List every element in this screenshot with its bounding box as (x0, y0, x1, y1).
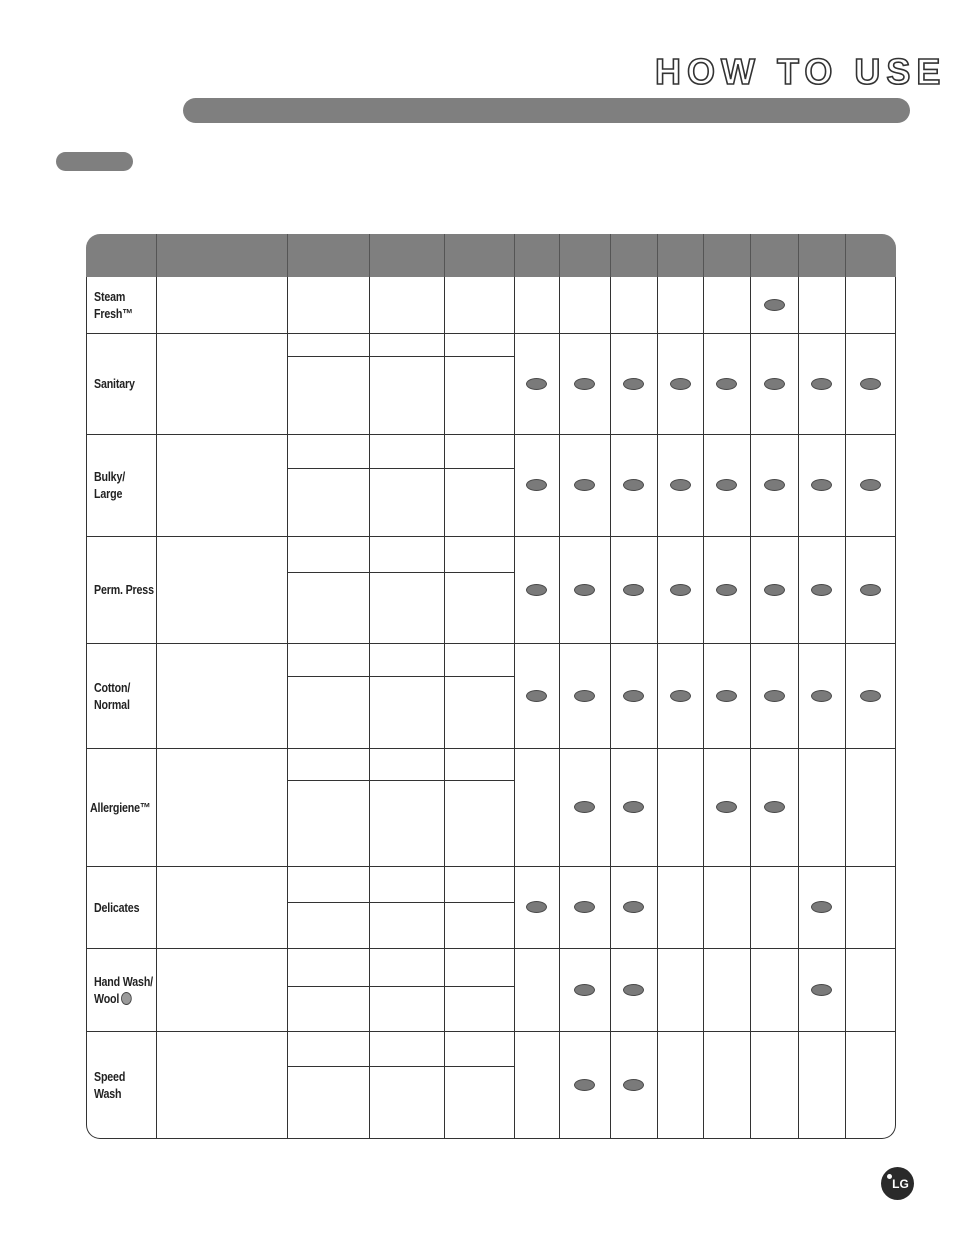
indicator-dot (716, 378, 737, 390)
indicator-dot (811, 479, 832, 491)
indicator-dot (623, 690, 644, 702)
col-divider (156, 277, 157, 1139)
lg-logo-icon (881, 1167, 914, 1200)
row-divider (86, 748, 896, 749)
header-col-divider (703, 234, 704, 277)
header-col-divider (559, 234, 560, 277)
indicator-dot (860, 378, 881, 390)
row-divider (86, 333, 896, 334)
indicator-dot (526, 901, 547, 913)
indicator-dot (764, 299, 785, 311)
col-divider (369, 277, 370, 1139)
cycle-name: Bulky/ Large (94, 469, 126, 501)
indicator-dot (623, 984, 644, 996)
indicator-dot (623, 584, 644, 596)
indicator-dot (860, 690, 881, 702)
subrow-divider (287, 356, 514, 357)
col-divider (750, 277, 751, 1139)
col-divider (610, 277, 611, 1139)
cycle-name: Sanitary (94, 376, 135, 391)
subrow-divider (287, 986, 514, 987)
indicator-dot (670, 378, 691, 390)
header-col-divider (444, 234, 445, 277)
col-divider (444, 277, 445, 1139)
header-col-divider (156, 234, 157, 277)
subrow-divider (287, 676, 514, 677)
indicator-dot (811, 901, 832, 913)
indicator-dot (574, 984, 595, 996)
wool-icon (121, 992, 132, 1005)
table-header (86, 234, 896, 277)
row-divider (86, 1031, 896, 1032)
header-col-divider (750, 234, 751, 277)
indicator-dot (811, 378, 832, 390)
col-divider (514, 277, 515, 1139)
col-divider (287, 277, 288, 1139)
indicator-dot (716, 584, 737, 596)
header-col-divider (287, 234, 288, 277)
subrow-divider (287, 1066, 514, 1067)
subrow-divider (287, 572, 514, 573)
indicator-dot (574, 901, 595, 913)
row-divider (86, 643, 896, 644)
indicator-dot (574, 479, 595, 491)
indicator-dot (811, 690, 832, 702)
indicator-dot (623, 378, 644, 390)
subrow-divider (287, 780, 514, 781)
subrow-divider (287, 468, 514, 469)
page-header-title: HOW TO USE (655, 51, 947, 92)
indicator-dot (623, 479, 644, 491)
col-divider (559, 277, 560, 1139)
cycle-name: Steam Fresh™ (94, 289, 133, 321)
lg-logo-text: LG (892, 1176, 909, 1191)
header-col-divider (369, 234, 370, 277)
col-divider (798, 277, 799, 1139)
cycle-name: Delicates (94, 899, 140, 915)
row-divider (86, 536, 896, 537)
subrow-divider (287, 902, 514, 903)
cycle-name: Cotton/ Normal (94, 679, 131, 712)
row-divider (86, 948, 896, 949)
indicator-dot (764, 479, 785, 491)
indicator-dot (574, 690, 595, 702)
indicator-dot (764, 378, 785, 390)
indicator-dot (811, 584, 832, 596)
col-divider (703, 277, 704, 1139)
col-divider (845, 277, 846, 1139)
cycle-name: Speed Wash (94, 1069, 126, 1101)
indicator-dot (670, 584, 691, 596)
indicator-dot (764, 584, 785, 596)
lg-logo-face (887, 1174, 892, 1179)
indicator-dot (526, 584, 547, 596)
row-divider (86, 434, 896, 435)
header-col-divider (845, 234, 846, 277)
indicator-dot (860, 479, 881, 491)
indicator-dot (811, 984, 832, 996)
indicator-dot (764, 801, 785, 813)
indicator-dot (574, 378, 595, 390)
row-divider (86, 866, 896, 867)
indicator-dot (526, 479, 547, 491)
indicator-dot (574, 801, 595, 813)
indicator-dot (860, 584, 881, 596)
cycle-name: Allergiene™ (90, 799, 151, 815)
indicator-dot (526, 690, 547, 702)
indicator-dot (623, 801, 644, 813)
col-divider (657, 277, 658, 1139)
indicator-dot (670, 479, 691, 491)
indicator-dot (764, 690, 785, 702)
cycle-name: Perm. Press (94, 582, 154, 597)
header-col-divider (514, 234, 515, 277)
indicator-dot (574, 1079, 595, 1091)
indicator-dot (716, 690, 737, 702)
indicator-dot (716, 801, 737, 813)
cycle-name: Hand Wash/ Wool (94, 973, 153, 1006)
indicator-dot (670, 690, 691, 702)
indicator-dot (574, 584, 595, 596)
header-col-divider (610, 234, 611, 277)
indicator-dot (623, 1079, 644, 1091)
header-col-divider (657, 234, 658, 277)
indicator-dot (623, 901, 644, 913)
indicator-dot (526, 378, 547, 390)
table-body (86, 277, 896, 1139)
header-col-divider (798, 234, 799, 277)
indicator-dot (716, 479, 737, 491)
